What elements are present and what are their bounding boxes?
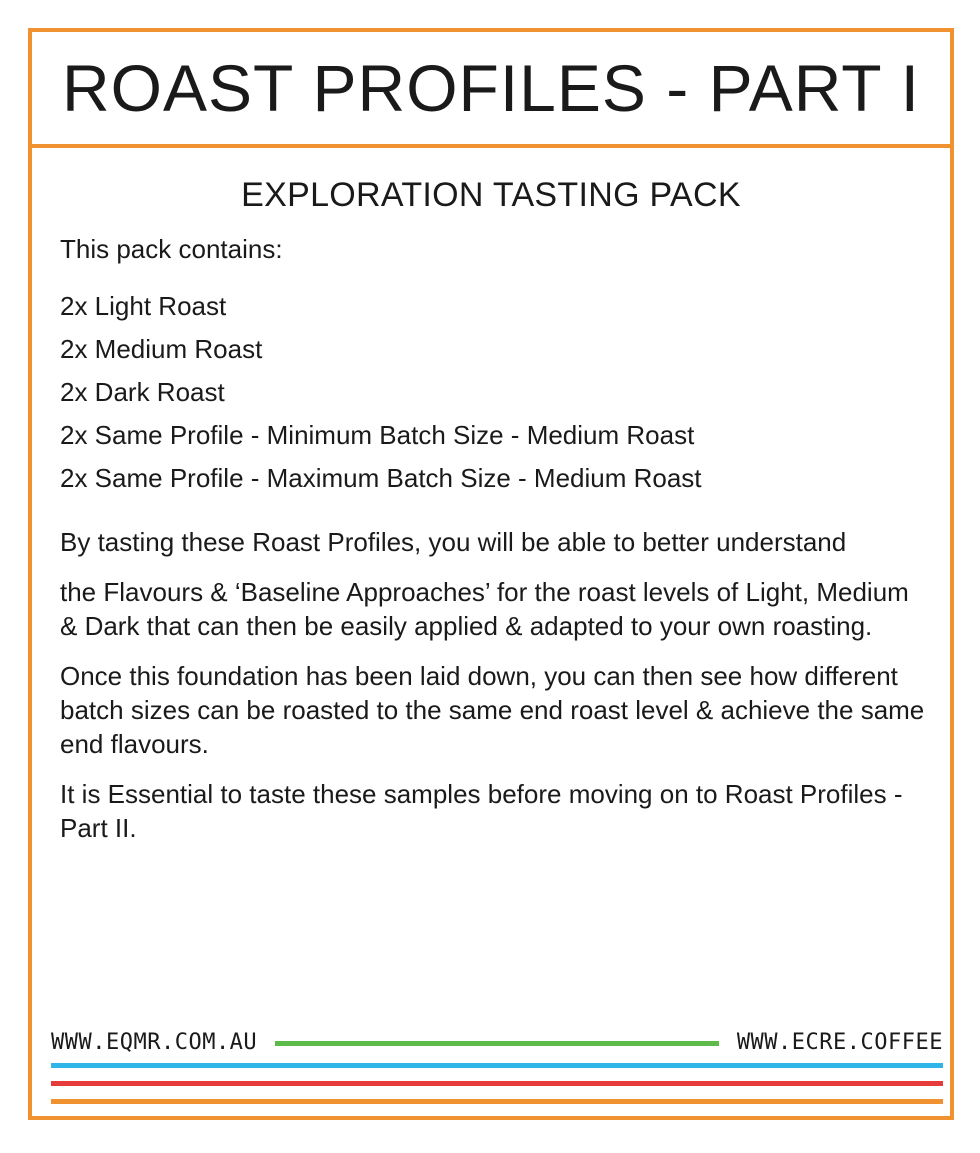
intro-text: This pack contains:	[60, 234, 283, 264]
list-item: 2x Same Profile - Maximum Batch Size - Medium Roast	[60, 463, 702, 493]
eqmr-website-link[interactable]: WWW.EQMR.COM.AU	[51, 1030, 258, 1055]
red-stripe	[51, 1081, 943, 1086]
body-text	[60, 232, 930, 861]
list-item: 2x Medium Roast	[60, 334, 263, 364]
green-divider	[275, 1041, 719, 1046]
list-item: 2x Same Profile - Minimum Batch Size - Medium Roast	[60, 420, 695, 450]
paragraph: the Flavours & ‘Baseline Approaches’ for the roast levels of Light, Medium & Dark that can then be easily applied & adapted to your own roasting.	[60, 577, 909, 641]
list-item: 2x Light Roast	[60, 291, 227, 321]
list-item: 2x Dark Roast	[60, 377, 225, 407]
pack-items-list	[60, 289, 930, 495]
blue-stripe	[51, 1063, 943, 1068]
subtitle: EXPLORATION TASTING PACK	[241, 176, 741, 214]
page-title: ROAST PROFILES - PART I	[62, 51, 920, 125]
footer	[51, 1027, 943, 1104]
title-box	[32, 32, 950, 148]
footer-row	[51, 1027, 943, 1059]
card-frame	[28, 28, 954, 1120]
ecre-website-link[interactable]: WWW.ECRE.COFFEE	[736, 1030, 943, 1055]
paragraph: It is Essential to taste these samples before moving on to Roast Profiles - Part II.	[60, 779, 903, 843]
paragraph: Once this foundation has been laid down, you can then see how different batch sizes can be roasted to the same end roast level & achieve the same end flavours.	[60, 661, 925, 759]
paragraph: By tasting these Roast Profiles, you will be able to better understand	[60, 527, 847, 557]
orange-stripe	[51, 1099, 943, 1104]
